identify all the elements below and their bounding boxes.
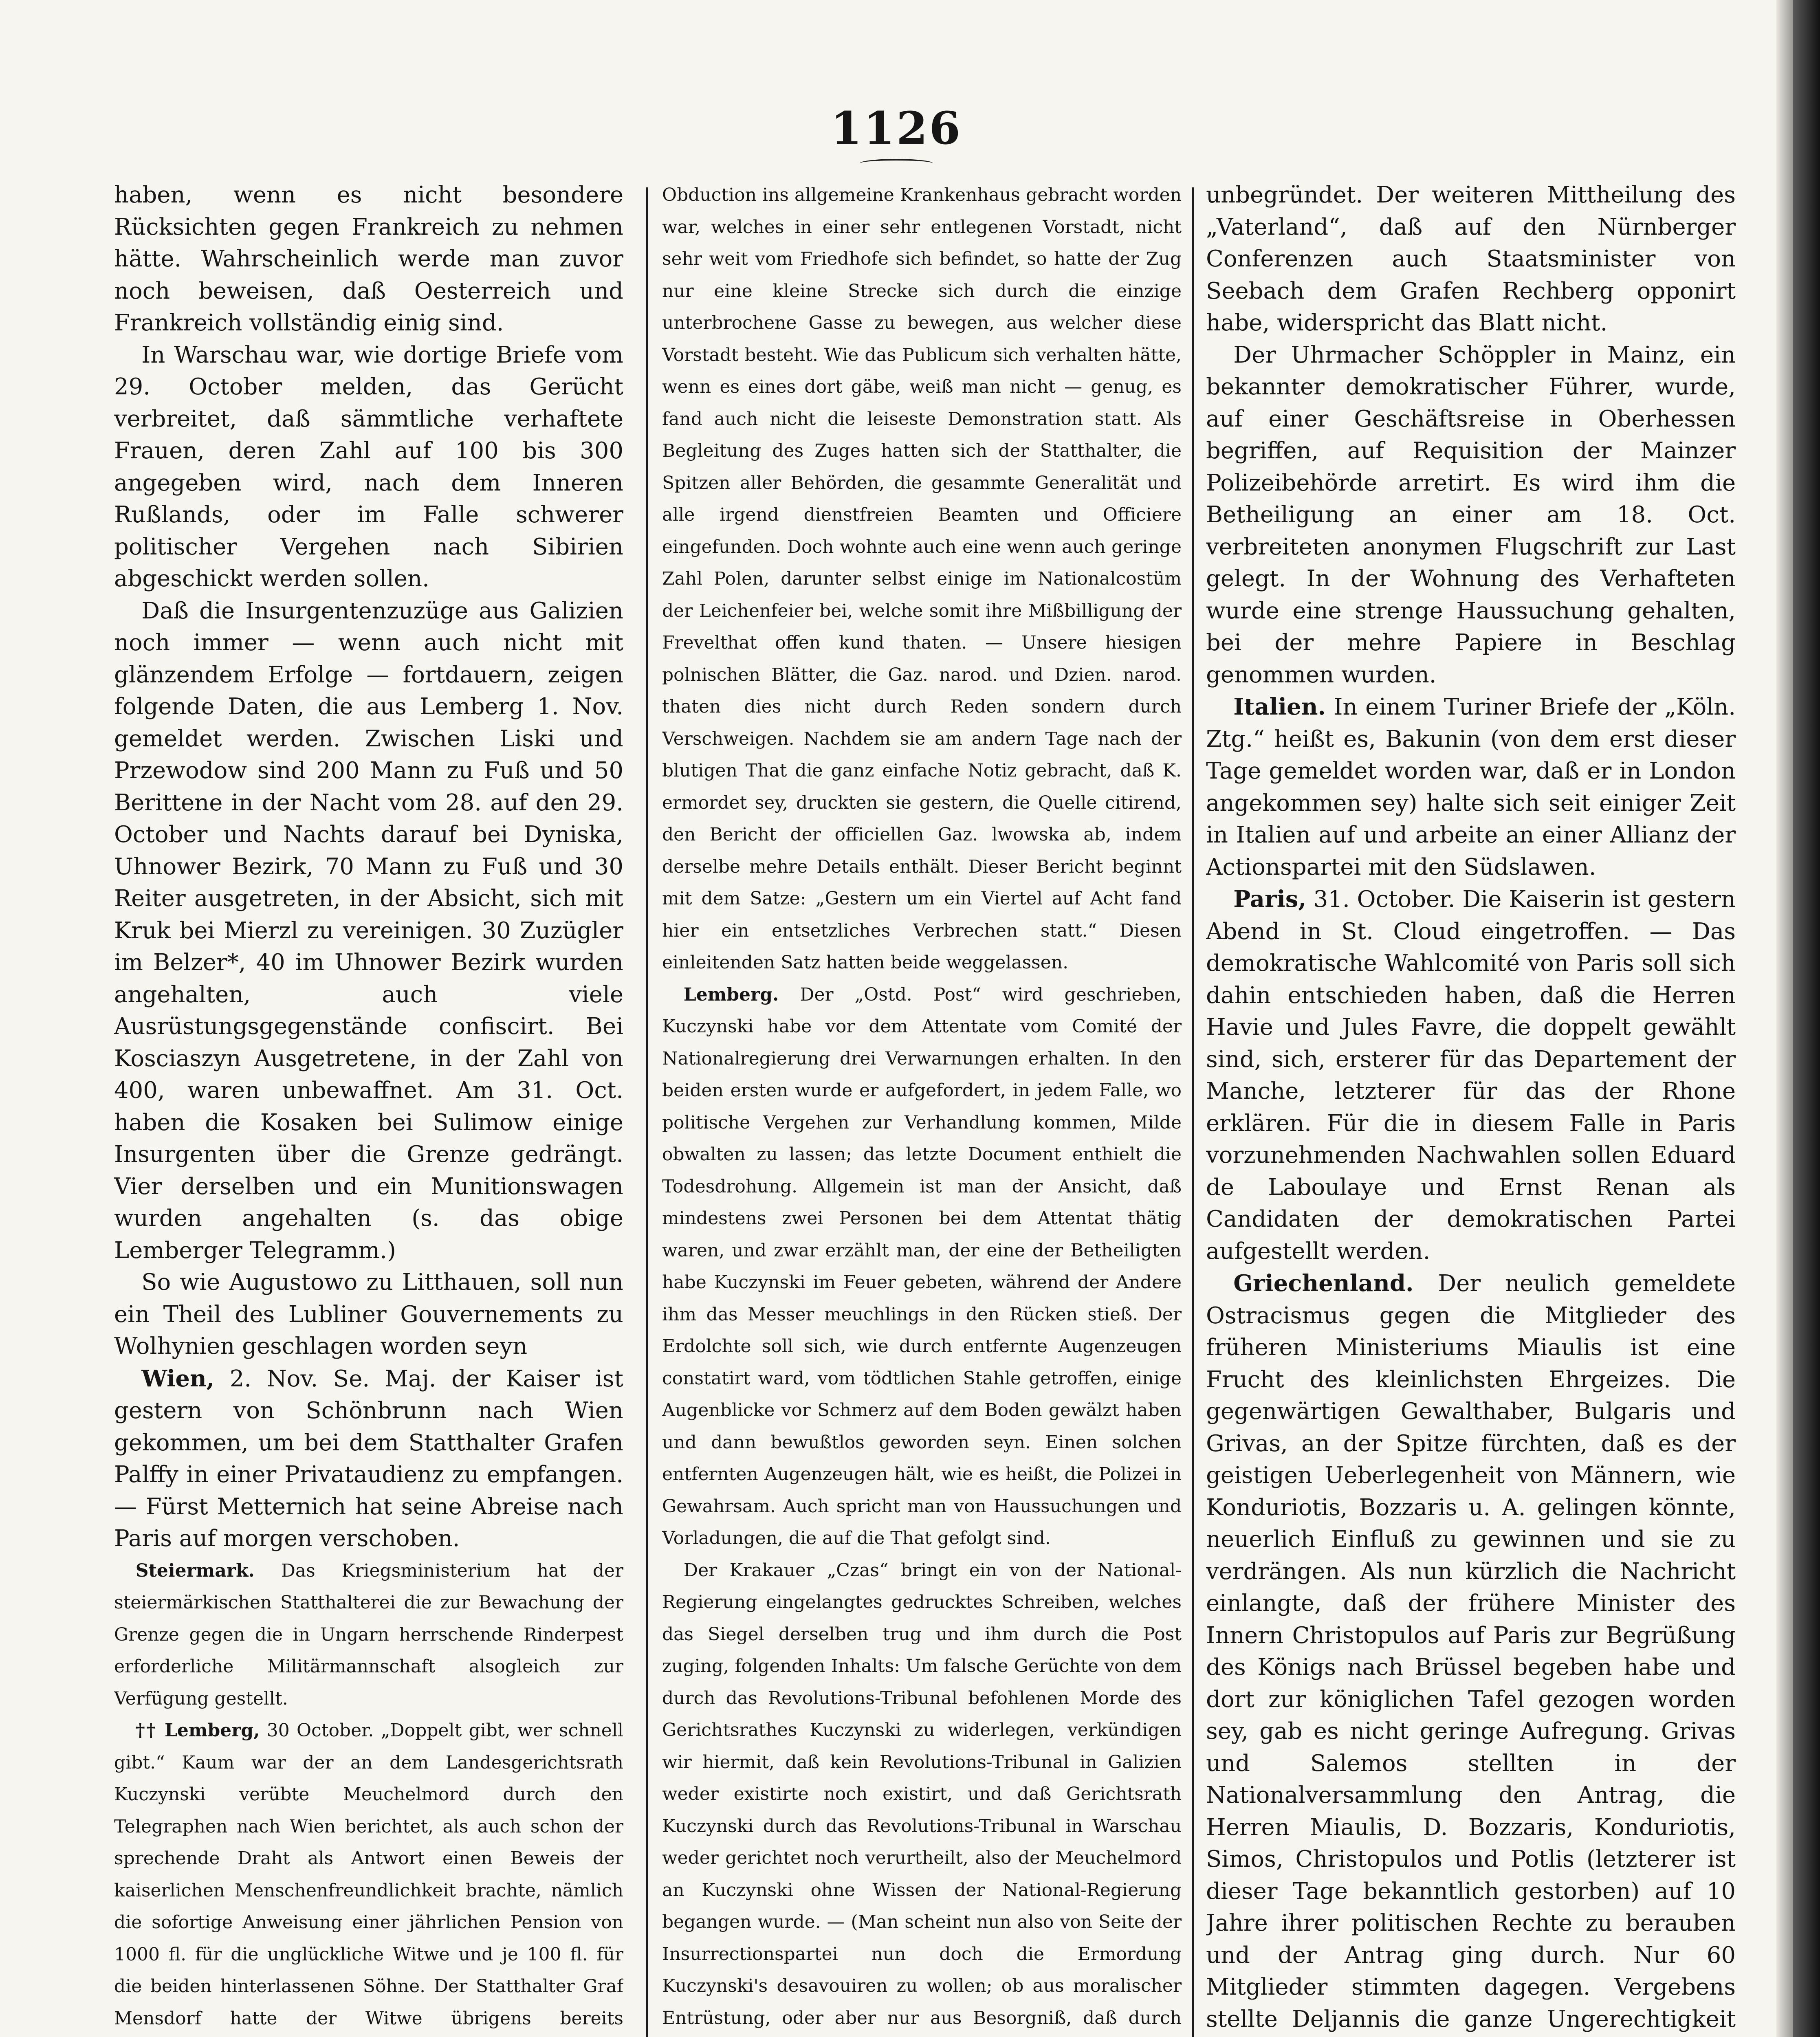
dateline-wien: Wien,: [141, 1365, 215, 1392]
article-text: Der „Ostd. Post“ wird geschrieben, Kuczynski habe vor dem Attentate vom Comité der Nationalregierung drei Verwarnungen erhalten. In den beiden ersten wurde er aufgefordert, in jedem Falle, wo politische Vergehen zur Verhandlung kommen, Milde obwalten zu lassen; das letzte Document enthielt die Todesdrohung. Allgemein ist man der Ansicht, daß mindestens zwei Personen bei dem Attentat thätig waren, und zwar erzählt man, der eine der Betheiligten habe Kuczynski im Feuer gebeten, während der Andere ihm das Messer meuchlings in den Rücken stieß. Der Erdolchte soll sich, wie durch entfernte Augenzeugen constatirt ward, vom tödtlichen Stahle getroffen, einige Augenblicke vor Schmerz auf dem Boden gewälzt haben und dann bewußtlos geworden seyn. Einen solchen entfernten Augenzeugen hält, wie es heißt, die Polizei in Gewahrsam. Auch spricht man von Haussuchungen und Vorladungen, die auf die That gefolgt sind.: [662, 984, 1182, 1549]
paragraph-krakauer: Der Krakauer „Czas“ bringt ein von der National-Regierung eingelangtes gedrucktes Schreiben, welches das Siegel derselben trug und ihm durch die Post zuging, folgenden Inhalts: Um falsche Gerüchte von dem durch das Revolutions-Tribunal befohlenen Morde des Gerichtsrathes Kuczynski zu widerlegen, verkündigen wir hiermit, daß kein Revolutions-Tribunal in Galizien weder existirte noch existirt, und daß Gerichtsrath Kuczynski durch das Revolutions-Tribunal in Warschau weder gerichtet noch verurtheilt, also der Meuchelmord an Kuczynski ohne Wissen der National-Regierung begangen wurde. — (Man scheint nun also von Seite der Insurrectionspartei nun doch die Ermordung Kuczynski's desavouiren zu wollen; ob aus moralischer Entrüstung, oder aber nur aus Besorgniß, daß durch: [662, 1560, 1182, 2028]
paragraph: Obduction ins allgemeine Krankenhaus gebracht worden war, welches in einer sehr entlegenen Vorstadt, nicht sehr weit vom Friedhofe sich befindet, so hatte der Zug nur eine kleine Strecke sich durch die einzige unterbrochene Gasse zu bewegen, aus welcher diese Vorstadt besteht. Wie das Publicum sich verhalten hätte, wenn es eines dort gäbe, weiß man nicht — genug, es fand auch nicht die leiseste Demonstration statt. Als Begleitung des Zuges hatten sich der Statthalter, die Spitzen aller Behörden, die gesammte Generalität und alle irgend dienstfreien Beamten und Officiere eingefunden. Doch wohnte auch eine wenn auch geringe Zahl Polen, darunter selbst einige im Nationalcostüm der Leichenfeier bei, welche somit ihre Mißbilligung der Frevelthat offen kund thaten. — Unsere hiesigen polnischen Blätter, die Gaz. narod. und Dzien. narod. thaten dies nicht durch Reden sondern durch Verschweigen. Nachdem sie am andern Tage nach der blutigen That die ganz einfache Notiz gebracht, daß K. ermordet sey, druckten sie gestern, die Quelle citirend, den Bericht der officiellen Gaz. lwowska ab, indem derselbe mehre Details enthält. Dieser Bericht beginnt mit dem Satze: „Gestern um ein Viertel auf Acht fand hier ein entsetzliches Verbrechen statt.“ Diesen einleitenden Satz hatten beide weggelassen.: [662, 185, 1182, 973]
dateline-paris: Paris,: [1233, 886, 1306, 913]
dateline-steiermark: Steiermark.: [135, 1560, 255, 1581]
paragraph-augustowo: So wie Augustowo zu Litthauen, soll nun ein Theil des Lubliner Gouvernements zu Wolhynien geschlagen worden seyn: [114, 1269, 623, 1359]
column-2: [662, 179, 1182, 2037]
paragraph: unbegründet. Der weiteren Mittheilung des „Vaterland“, daß auf den Nürnberger Conferenzen auch Staatsminister von Seebach dem Grafen Rechberg opponirt habe, widerspricht das Blatt nicht.: [1206, 182, 1736, 336]
page-number-ornament: [860, 159, 933, 168]
page-number: 1126: [830, 102, 962, 154]
column-1: [114, 179, 623, 2037]
dateline-griechenland: Griechenland.: [1233, 1270, 1414, 1297]
article-text: In einem Turiner Briefe der „Köln. Ztg.“ heißt es, Bakunin (von dem erst dieser Tage gemeldet worden war, daß er in London angekommen sey) halte sich seit einiger Zeit in Italien auf und arbeite an einer Allianz der Actionspartei mit den Südslawen.: [1206, 694, 1736, 880]
dateline-lemberg: Lemberg.: [683, 984, 779, 1005]
paragraph-warschau: In Warschau war, wie dortige Briefe vom 29. October melden, das Gerücht verbreitet, daß sämmtliche verhaftete Frauen, deren Zahl auf 100 bis 300 angegeben wird, nach dem Inneren Rußlands, oder im Falle schwerer politischer Vergehen nach Sibirien abgeschickt werden sollen.: [114, 341, 623, 592]
dateline-lemberg: †† Lemberg,: [135, 1720, 260, 1741]
article-lemberg-1: [114, 1715, 623, 2037]
paragraph: haben, wenn es nicht besondere Rücksichten gegen Frankreich zu nehmen hätte. Wahrscheinlich werde man zuvor noch beweisen, daß Oesterreich und Frankreich vollständig einig sind.: [114, 182, 623, 336]
article-paris: [1206, 883, 1736, 1267]
page-edge: [1776, 0, 1793, 2037]
column-3: [1206, 179, 1736, 2037]
dateline-italien: Italien.: [1233, 693, 1326, 720]
article-italien: [1206, 691, 1736, 883]
article-text: Der neulich gemeldete Ostracismus gegen die Mitglieder des früheren Ministeriums Miaulis ist eine Frucht des kleinlichsten Ehrgeizes. Die gegenwärtigen Gewalthaber, Bulgaris und Grivas, an der Spitze fürchten, daß es der geistigen Ueberlegenheit von Männern, wie Konduriotis, Bozzaris u. A. gelingen könnte, neuerlich Einfluß zu gewinnen und sie zu verdrängen. Als nun kürzlich die Nachricht einlangte, daß der frühere Minister des Innern Christopulos auf Paris zur Begrüßung des Königs nach Brüssel begeben habe und dort zur königlichen Tafel gezogen worden sey, gab es nicht geringe Aufregung. Grivas und Salemos stellten in der Nationalversammlung den Antrag, die Herren Miaulis, D. Bozzaris, Konduriotis, Simos, Christopulos und Potlis (letzterer ist dieser Tage bekanntlich gestorben) auf 10 Jahre ihrer politischen Rechte zu berauben und der Antrag ging durch. Nur 60 Mitglieder stimmten dagegen. Vergebens stellte Deljannis die ganze Ungerechtigkeit: [1206, 1270, 1736, 2033]
article-text: 31. October. Die Kaiserin ist gestern Abend in St. Cloud eingetroffen. — Das demokratische Wahlcomité von Paris soll sich dahin entschieden haben, daß die Herren Havie und Jules Favre, die doppelt gewählt sind, sich, ersterer für das Departement der Manche, letzterer für das der Rhone erklären. Für die in diesem Falle in Paris vorzunehmenden Nachwahlen sollen Eduard de Laboulaye und Ernst Renan als Candidaten der demokratischen Partei aufgestellt werden.: [1206, 886, 1736, 1265]
column-rule: [1192, 187, 1194, 2037]
article-steiermark: [114, 1555, 623, 1715]
column-rule: [646, 187, 648, 2037]
article-lemberg: [662, 979, 1182, 1555]
article-text: Das Kriegsministerium hat der steiermärkischen Statthalterei die zur Bewachung der Grenze gegen die in Ungarn herrschende Rinderpest erforderliche Militärmannschaft alsogleich zur Verfügung gestellt.: [114, 1560, 623, 1709]
article-griechenland: [1206, 1267, 1736, 2037]
article-text: 30 October. „Doppelt gibt, wer schnell gibt.“ Kaum war der an dem Landesgerichtsrath Kuczynski verübte Meuchelmord durch den Telegraphen nach Wien berichtet, als auch schon der sprechende Draht als Antwort einen Beweis der kaiserlichen Menschenfreundlichkeit brachte, nämlich die sofortige Anweisung einer jährlichen Pension von 1000 fl. für die unglückliche Witwe und je 100 fl. für die beiden hinterlassenen Söhne. Der Statthalter Graf Mensdorf hatte der Witwe übrigens bereits: [114, 1720, 623, 2029]
paragraph-galizien: Daß die Insurgentenzuzüge aus Galizien noch immer — wenn auch nicht mit glänzendem Erfolge — fortdauern, zeigen folgende Daten, die aus Lemberg 1. Nov. gemeldet werden. Zwischen Liski und Przewodow sind 200 Mann zu Fuß und 50 Berittene in der Nacht vom 28. auf den 29. October und Nachts darauf bei Dyniska, Uhnower Bezirk, 70 Mann zu Fuß und 30 Reiter ausgetreten, in der Absicht, sich mit Kruk bei Mierzl zu vereinigen. 30 Zuzügler im Belzer*, 40 im Uhnower Bezirk wurden angehalten, auch viele Ausrüstungsgegenstände confiscirt. Bei Kosciaszyn Ausgetretene, in der Zahl von 400, waren unbewaffnet. Am 31. Oct. haben die Kosaken bei Sulimow einige Insurgenten über die Grenze gedrängt. Vier derselben und ein Munitionswagen wurden angehalten (s. das obige Lemberger Telegramm.): [114, 597, 623, 1264]
article-text: 2. Nov. Se. Maj. der Kaiser ist gestern von Schönbrunn nach Wien gekommen, um bei dem Statthalter Grafen Palffy in einer Privataudienz zu empfangen. — Fürst Metternich hat seine Abreise nach Paris auf morgen verschoben.: [114, 1365, 623, 1552]
article-wien: [114, 1363, 623, 1555]
paragraph-mainz: Der Uhrmacher Schöppler in Mainz, ein bekannter demokratischer Führer, wurde, auf einer Geschäftsreise in Oberhessen begriffen, auf Requisition der Mainzer Polizeibehörde arretirt. Es wird ihm die Betheiligung an einer am 18. Oct. verbreiteten anonymen Flugschrift zur Last gelegt. In der Wohnung des Verhafteten wurde eine strenge Haussuchung gehalten, bei der mehre Papiere in Beschlag genommen wurden.: [1206, 341, 1736, 688]
scan-background: [1793, 0, 1820, 2037]
